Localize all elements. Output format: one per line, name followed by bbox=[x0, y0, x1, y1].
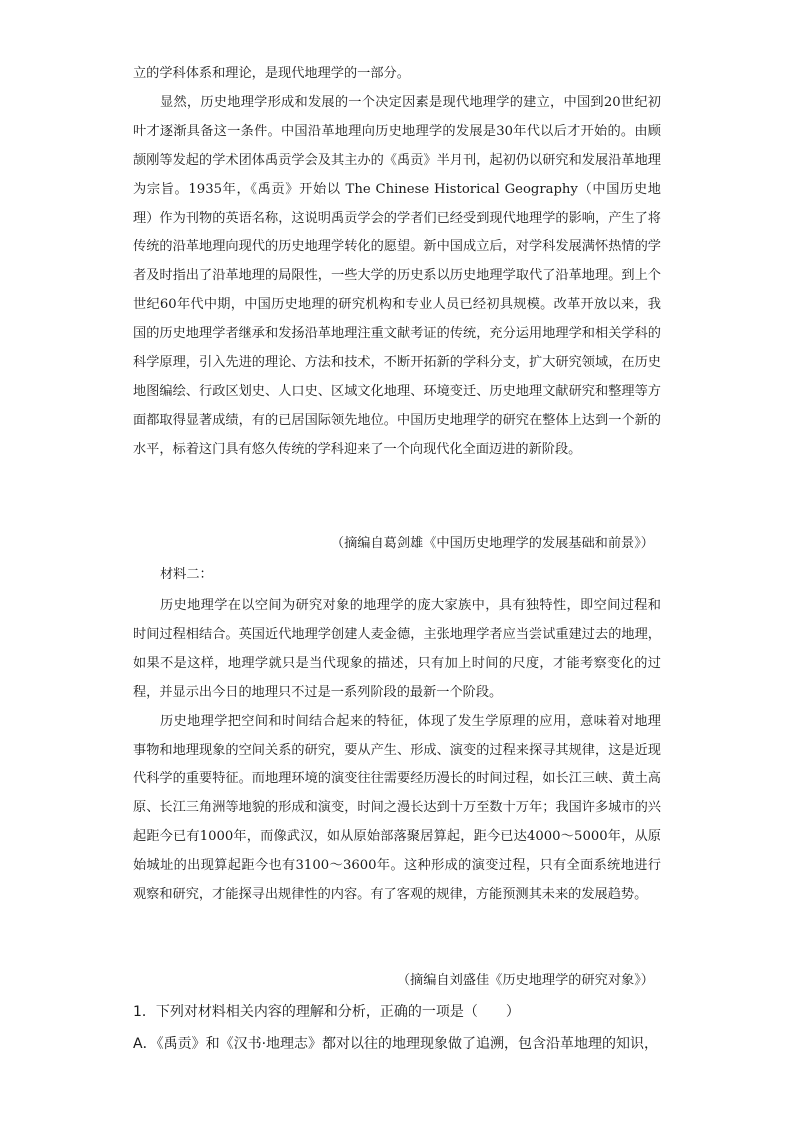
paragraph-history-development: 显然，历史地理学形成和发展的一个决定因素是现代地理学的建立，中国到20世纪初叶才逐渐具备这一条件。中国沿革地理向历史地理学的发展是30年代以后才开始的。由顾颉刚等发起的学术团体禹贡学会及其主办的《禹贡》半月刊，起初仍以研究和发展沿革地理为宗旨。1935年，《禹贡》开始以 The Chinese Historical Geography（中国历史地理）作为刊物的英语名称，这说明禹贡学会的学者们已经受到现代地理学的影响，产生了将传统的沿革地理向现代的历史地理学转化的愿望。新中国成立后，对学科发展满怀热情的学者及时指出了沿革地理的局限性，一些大学的历史系以历史地理学取代了沿革地理。到上个世纪60年代中期，中国历史地理的研究机构和专业人员已经初具规模。改革开放以来，我国的历史地理学者继承和发扬沿革地理注重文献考证的传统，充分运用地理学和相关学科的科学原理，引入先进的理论、方法和技术，不断开拓新的学科分支，扩大研究领域，在历史地图编绘、行政区划史、人口史、区域文化地理、环境变迁、历史地理文献研究和整理等方面都取得显著成绩，有的已居国际领先地位。中国历史地理学的研究在整体上达到一个新的水平，标着这门具有悠久传统的学科迎来了一个向现代化全面迈进的新阶段。 bbox=[133, 94, 661, 457]
question-stem: 1．下列对材料相关内容的理解和分析，正确的一项是（ ） bbox=[133, 1004, 520, 1020]
question-option-a[interactable]: A．《禹贡》和《汉书·地理志》都对以往的地理现象做了追溯，包含沿革地理的知识， bbox=[133, 1036, 659, 1052]
paragraph-genetic-principle: 历史地理学把空间和时间结合起来的特征，体现了发生学原理的应用，意味着对地理事物和地理现象的空间关系的研究，要从产生、形成、演变的过程来探寻其规律，这是近现代科学的重要特征。而地理环境的演变往往需要经历漫长的时间过程，如长江三峡、黄土高原、长江三角洲等地貌的形成和演变，时间之漫长达到十万至数十万年；我国许多城市的兴起距今已有1000年，而像武汉，如从原始部落聚居算起，距今已达4000～5000年，从原始城址的出现算起距今也有3100～3600年。这种形成的演变过程，只有全面系统地进行观察和研究，才能探寻出规律性的内容。有了客观的规律，方能预测其未来的发展趋势。 bbox=[133, 713, 661, 903]
material-one-text bbox=[133, 60, 661, 465]
paragraph-spatial-temporal: 历史地理学在以空间为研究对象的地理学的庞大家族中，具有独特性，即空间过程和时间过程相结合。英国近代地理学创建人麦金德，主张地理学者应当尝试重建过去的地理，如果不是这样，地理学就只是当代现象的描述，只有加上时间的尺度，才能考察变化的过程，并显示出今日的地理只不过是一系列阶段的最新一个阶段。 bbox=[133, 598, 661, 700]
material-two-label: 材料二： bbox=[160, 567, 213, 582]
source-citation-one: （摘编自葛剑雄《中国历史地理学的发展基础和前景》） bbox=[330, 536, 654, 551]
paragraph-continuation: 立的学科体系和理论，是现代地理学的一部分。 bbox=[133, 66, 410, 81]
source-citation-two: （摘编自刘盛佳《历史地理学的研究对象》） bbox=[396, 973, 654, 988]
material-two-text bbox=[133, 592, 661, 910]
